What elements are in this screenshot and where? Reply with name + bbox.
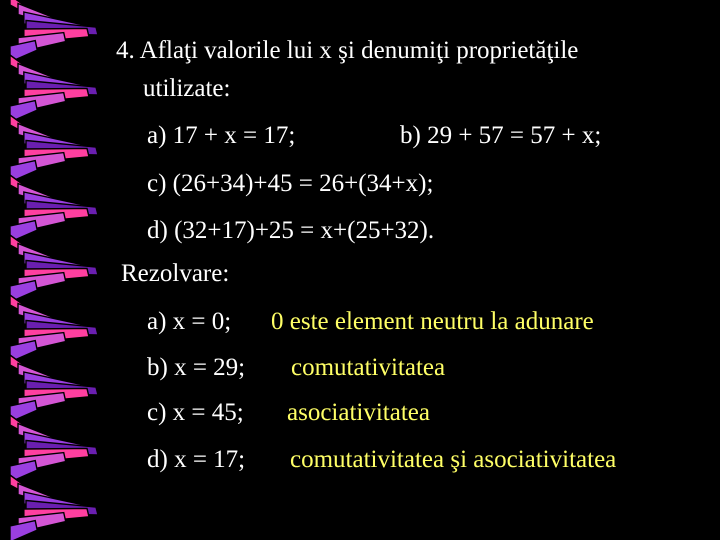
- solution-property-c: asociativitatea: [287, 399, 430, 426]
- solution-answer-d: d) x = 17;: [147, 446, 246, 473]
- problem-item-b: b) 29 + 57 = 57 + x;: [400, 122, 602, 149]
- solution-property-a: 0 este element neutru la adunare: [271, 308, 594, 335]
- problem-item-c: c) (26+34)+45 = 26+(34+x);: [147, 170, 434, 197]
- problem-item-d: d) (32+17)+25 = x+(25+32).: [147, 217, 435, 244]
- solution-property-d: comutativitatea şi asociativitatea: [290, 446, 617, 473]
- solution-heading: Rezolvare:: [121, 260, 230, 287]
- solution-property-b: comutativitatea: [291, 354, 446, 381]
- problem-title-line-1: 4. Aflaţi valorile lui x şi denumiţi proprietăţile: [116, 37, 579, 64]
- solution-answer-a: a) x = 0;: [147, 308, 232, 335]
- problem-item-a: a) 17 + x = 17;: [147, 122, 296, 149]
- solution-answer-b: b) x = 29;: [147, 354, 246, 381]
- problem-title-line-2: utilizate:: [143, 75, 231, 102]
- spiral-ribbon-icon: [0, 0, 110, 540]
- solution-answer-c: c) x = 45;: [147, 399, 244, 426]
